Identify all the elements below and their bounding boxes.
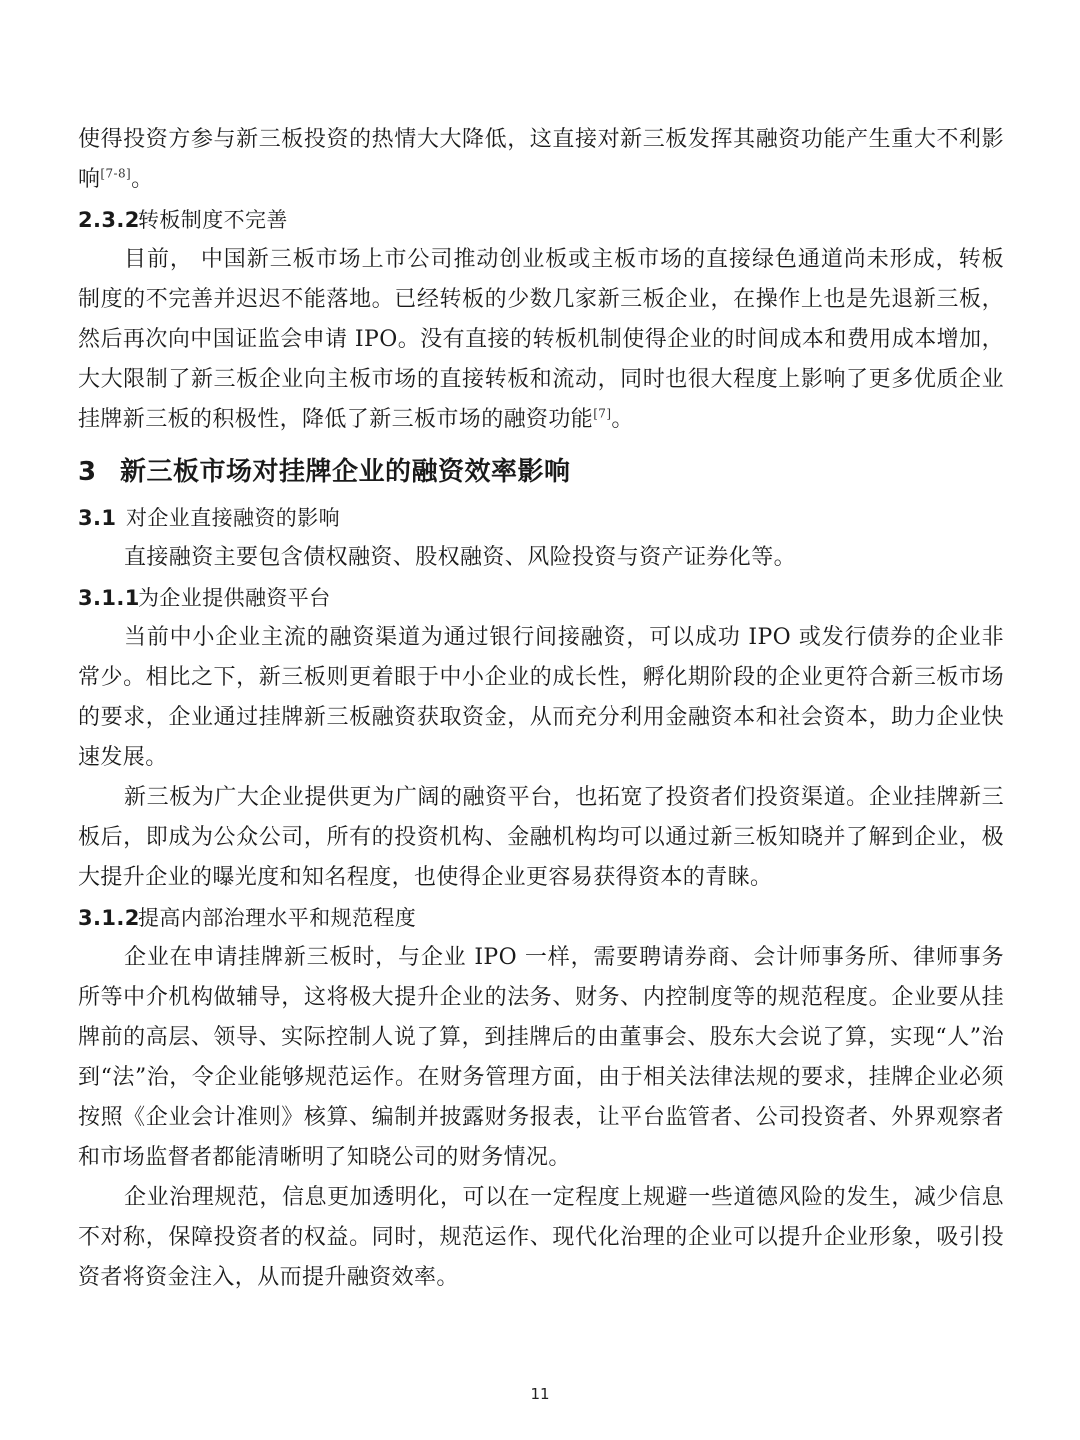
- paragraph-tail: 。: [611, 407, 634, 432]
- paragraph-tail: 。: [131, 167, 154, 192]
- heading-title: 为企业提供融资平台: [138, 586, 331, 610]
- paragraph-transparency: 企业治理规范，信息更加透明化，可以在一定程度上规避一些道德风险的发生，减少信息不对称，保障投资者的权益。同时，规范运作、现代化治理的企业可以提升企业形象，吸引投资者将资金注入，从而提升融资效率。: [78, 1185, 1004, 1290]
- paragraph-direct-financing: 直接融资主要包含债权融资、股权融资、风险投资与资产证券化等。: [124, 545, 797, 570]
- citation-ref: [7]: [593, 406, 612, 421]
- heading-number: 3.1.2: [78, 906, 140, 930]
- heading-number: 3.1.1: [78, 586, 140, 610]
- heading-2-3-2: [78, 200, 1004, 240]
- paragraph-text: 使得投资方参与新三板投资的热情大大降低，这直接对新三板发挥其融资功能产生重大不利影响: [78, 127, 1004, 192]
- heading-number: 3: [78, 457, 97, 487]
- heading-3-1-2: [78, 898, 1004, 938]
- heading-number: 3.1: [78, 506, 117, 530]
- paragraph-governance: 企业在申请挂牌新三板时，与企业 IPO 一样，需要聘请券商、会计师事务所、律师事务所等中介机构做辅导，这将极大提升企业的法务、财务、内控制度等的规范程度。企业要从挂牌前的高层、领导、实际控制人说了算，到挂牌后的由董事会、股东大会说了算，实现“人”治到“法”治，令企业能够规范运作。在财务管理方面，由于相关法律法规的要求，挂牌企业必须按照《企业会计准则》核算、编制并披露财务报表，让平台监管者、公司投资者、外界观察者和市场监督者都能清晰明了知晓公司的财务情况。: [78, 945, 1005, 1170]
- citation-ref: [7-8]: [100, 166, 132, 181]
- heading-3-1-1: [78, 578, 1004, 618]
- paragraph-financing-channels: 当前中小企业主流的融资渠道为通过银行间接融资，可以成功 IPO 或发行债券的企业非常少。相比之下，新三板则更着眼于中小企业的成长性，孵化期阶段的企业更符合新三板市场的要求，企业通过挂牌新三板融资获取资金，从而充分利用金融资本和社会资本，助力企业快速发展。: [78, 625, 1004, 770]
- heading-number: 2.3.2: [78, 208, 140, 232]
- heading-3: [78, 452, 1004, 492]
- paragraph-continued: [78, 120, 1004, 200]
- document-page: [78, 120, 1004, 1298]
- paragraph-text: 目前， 中国新三板市场上市公司推动创业板或主板市场的直接绿色通道尚未形成，转板制度的不完善并迟迟不能落地。已经转板的少数几家新三板企业，在操作上也是先退新三板，然后再次向中国证监会申请 IPO。没有直接的转板机制使得企业的时间成本和费用成本增加，大大限制了新三板企业向主板市场的直接转板和流动，同时也很大程度上影响了更多优质企业挂牌新三板的积极性，降低了新三板市场的融资功能: [78, 247, 1004, 432]
- paragraph-transfer-system: [78, 240, 1004, 440]
- heading-3-1: [78, 498, 1004, 538]
- heading-title: 新三板市场对挂牌企业的融资效率影响: [120, 457, 571, 487]
- heading-title: 转板制度不完善: [138, 208, 288, 232]
- page-number: 11: [530, 1385, 550, 1403]
- heading-title: 提高内部治理水平和规范程度: [138, 906, 417, 930]
- heading-title: 对企业直接融资的影响: [126, 506, 340, 530]
- paragraph-financing-platform: 新三板为广大企业提供更为广阔的融资平台，也拓宽了投资者们投资渠道。企业挂牌新三板后，即成为公众公司，所有的投资机构、金融机构均可以通过新三板知晓并了解到企业，极大提升企业的曝光度和知名程度，也使得企业更容易获得资本的青睐。: [78, 785, 1004, 890]
